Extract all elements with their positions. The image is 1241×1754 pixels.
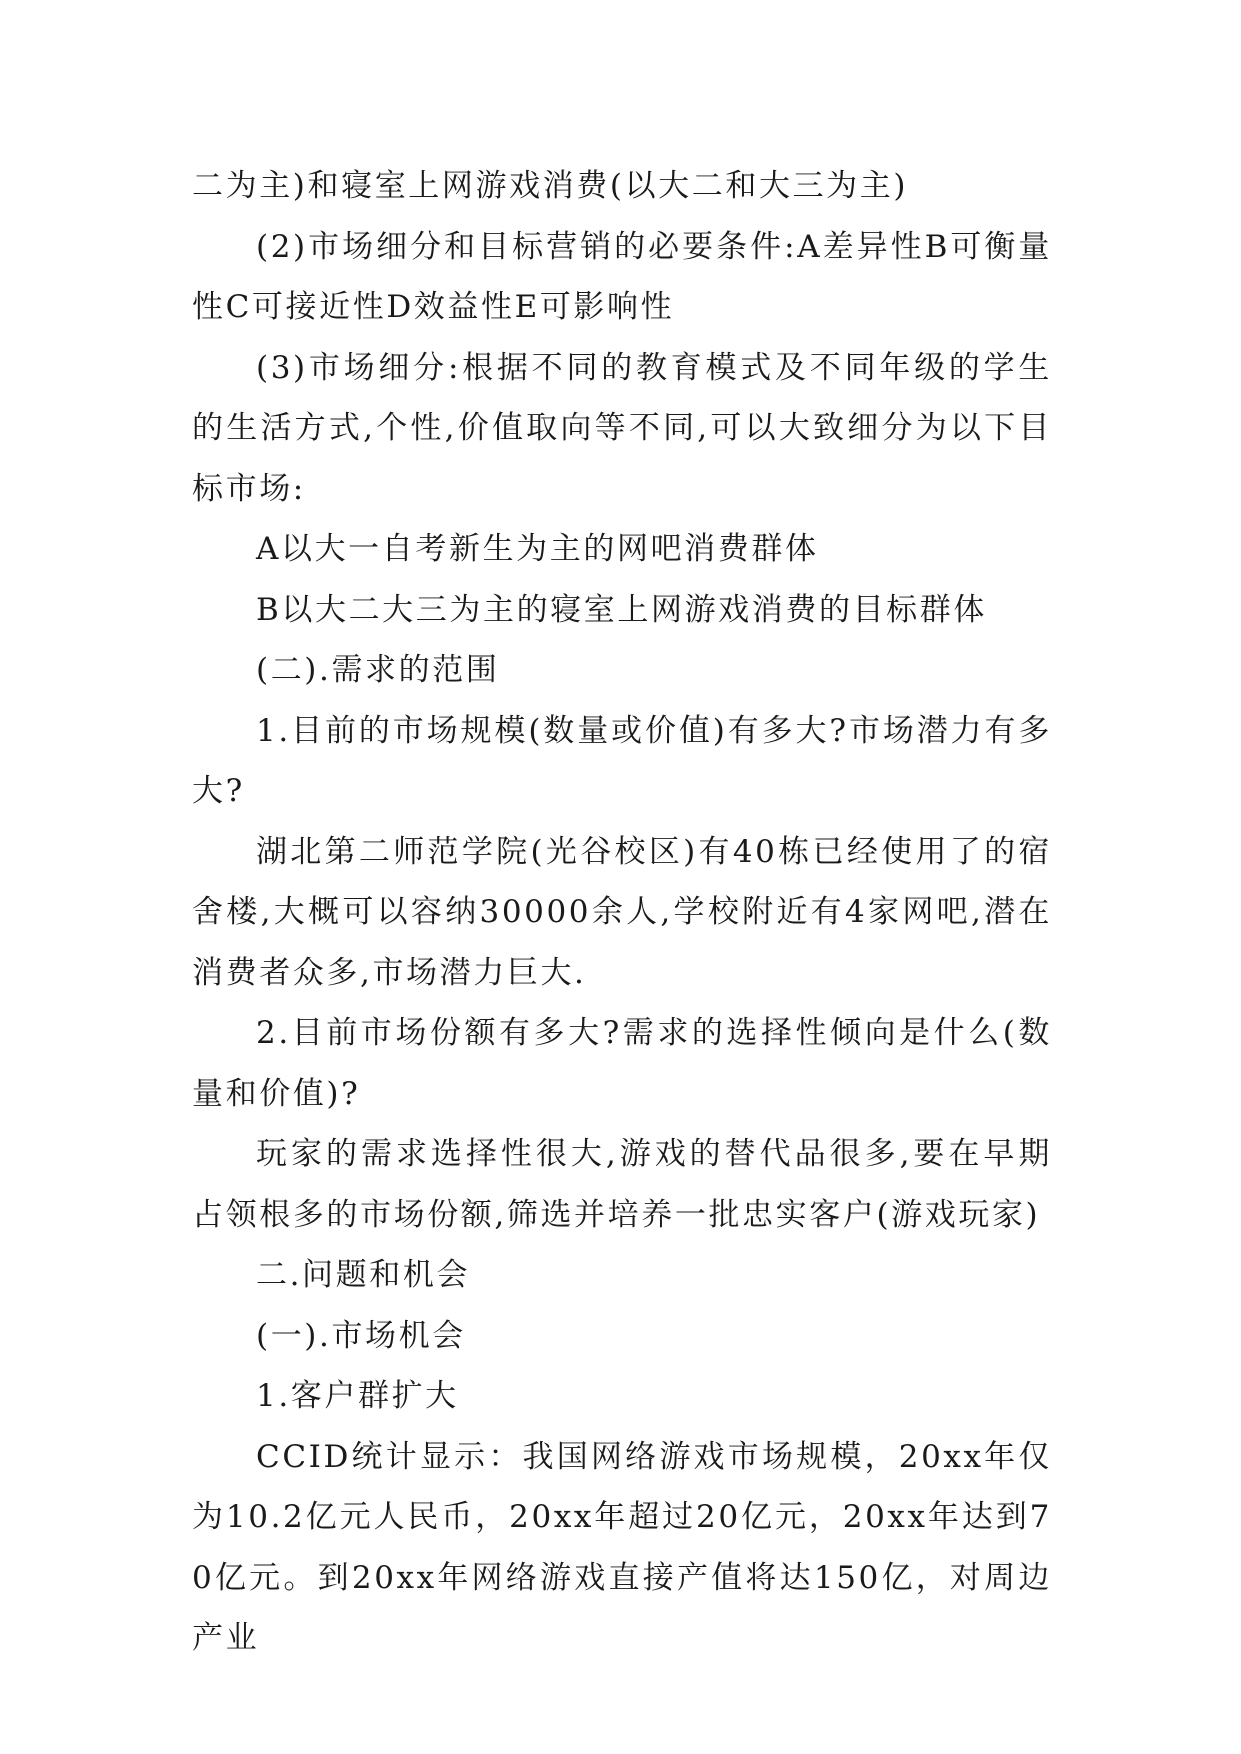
question-heading: 1.目前的市场规模(数量或价值)有多大?市场潜力有多大? bbox=[192, 712, 1052, 809]
paragraph: 二为主)和寝室上网游戏消费(以大二和大三为主) bbox=[192, 168, 909, 204]
paragraph: 玩家的需求选择性很大,游戏的替代品很多,要在早期占领根多的市场份额,筛选并培养一批忠实客户(游戏玩家) bbox=[192, 1136, 1052, 1233]
paragraph: (2)市场细分和目标营销的必要条件:A差异性B可衡量性C可接近性D效益性E可影响性 bbox=[192, 228, 1052, 325]
paragraph: CCID统计显示：我国网络游戏市场规模，20xx年仅为10.2亿元人民币，20xx年超过20亿元，20xx年达到70亿元。到20xx年网络游戏直接产值将达150亿，对周边产业 bbox=[192, 1438, 1052, 1656]
section-heading: (二).需求的范围 bbox=[256, 652, 500, 688]
document-body bbox=[192, 156, 1052, 1669]
subsection-heading: (一).市场机会 bbox=[256, 1317, 466, 1354]
item-heading: 1.客户群扩大 bbox=[256, 1378, 459, 1414]
list-item: B以大二大三为主的寝室上网游戏消费的目标群体 bbox=[256, 591, 987, 628]
section-heading: 二.问题和机会 bbox=[256, 1257, 471, 1293]
question-heading: 2.目前市场份额有多大?需求的选择性倾向是什么(数量和价值)? bbox=[192, 1015, 1052, 1112]
paragraph: (3)市场细分:根据不同的教育模式及不同年级的学生的生活方式,个性,价值取向等不同,可以大致细分为以下目标市场: bbox=[192, 349, 1052, 507]
paragraph: 湖北第二师范学院(光谷校区)有40栋已经使用了的宿舍楼,大概可以容纳30000余人,学校附近有4家网吧,潜在消费者众多,市场潜力巨大. bbox=[192, 833, 1052, 991]
list-item: A以大一自考新生为主的网吧消费群体 bbox=[256, 531, 819, 567]
